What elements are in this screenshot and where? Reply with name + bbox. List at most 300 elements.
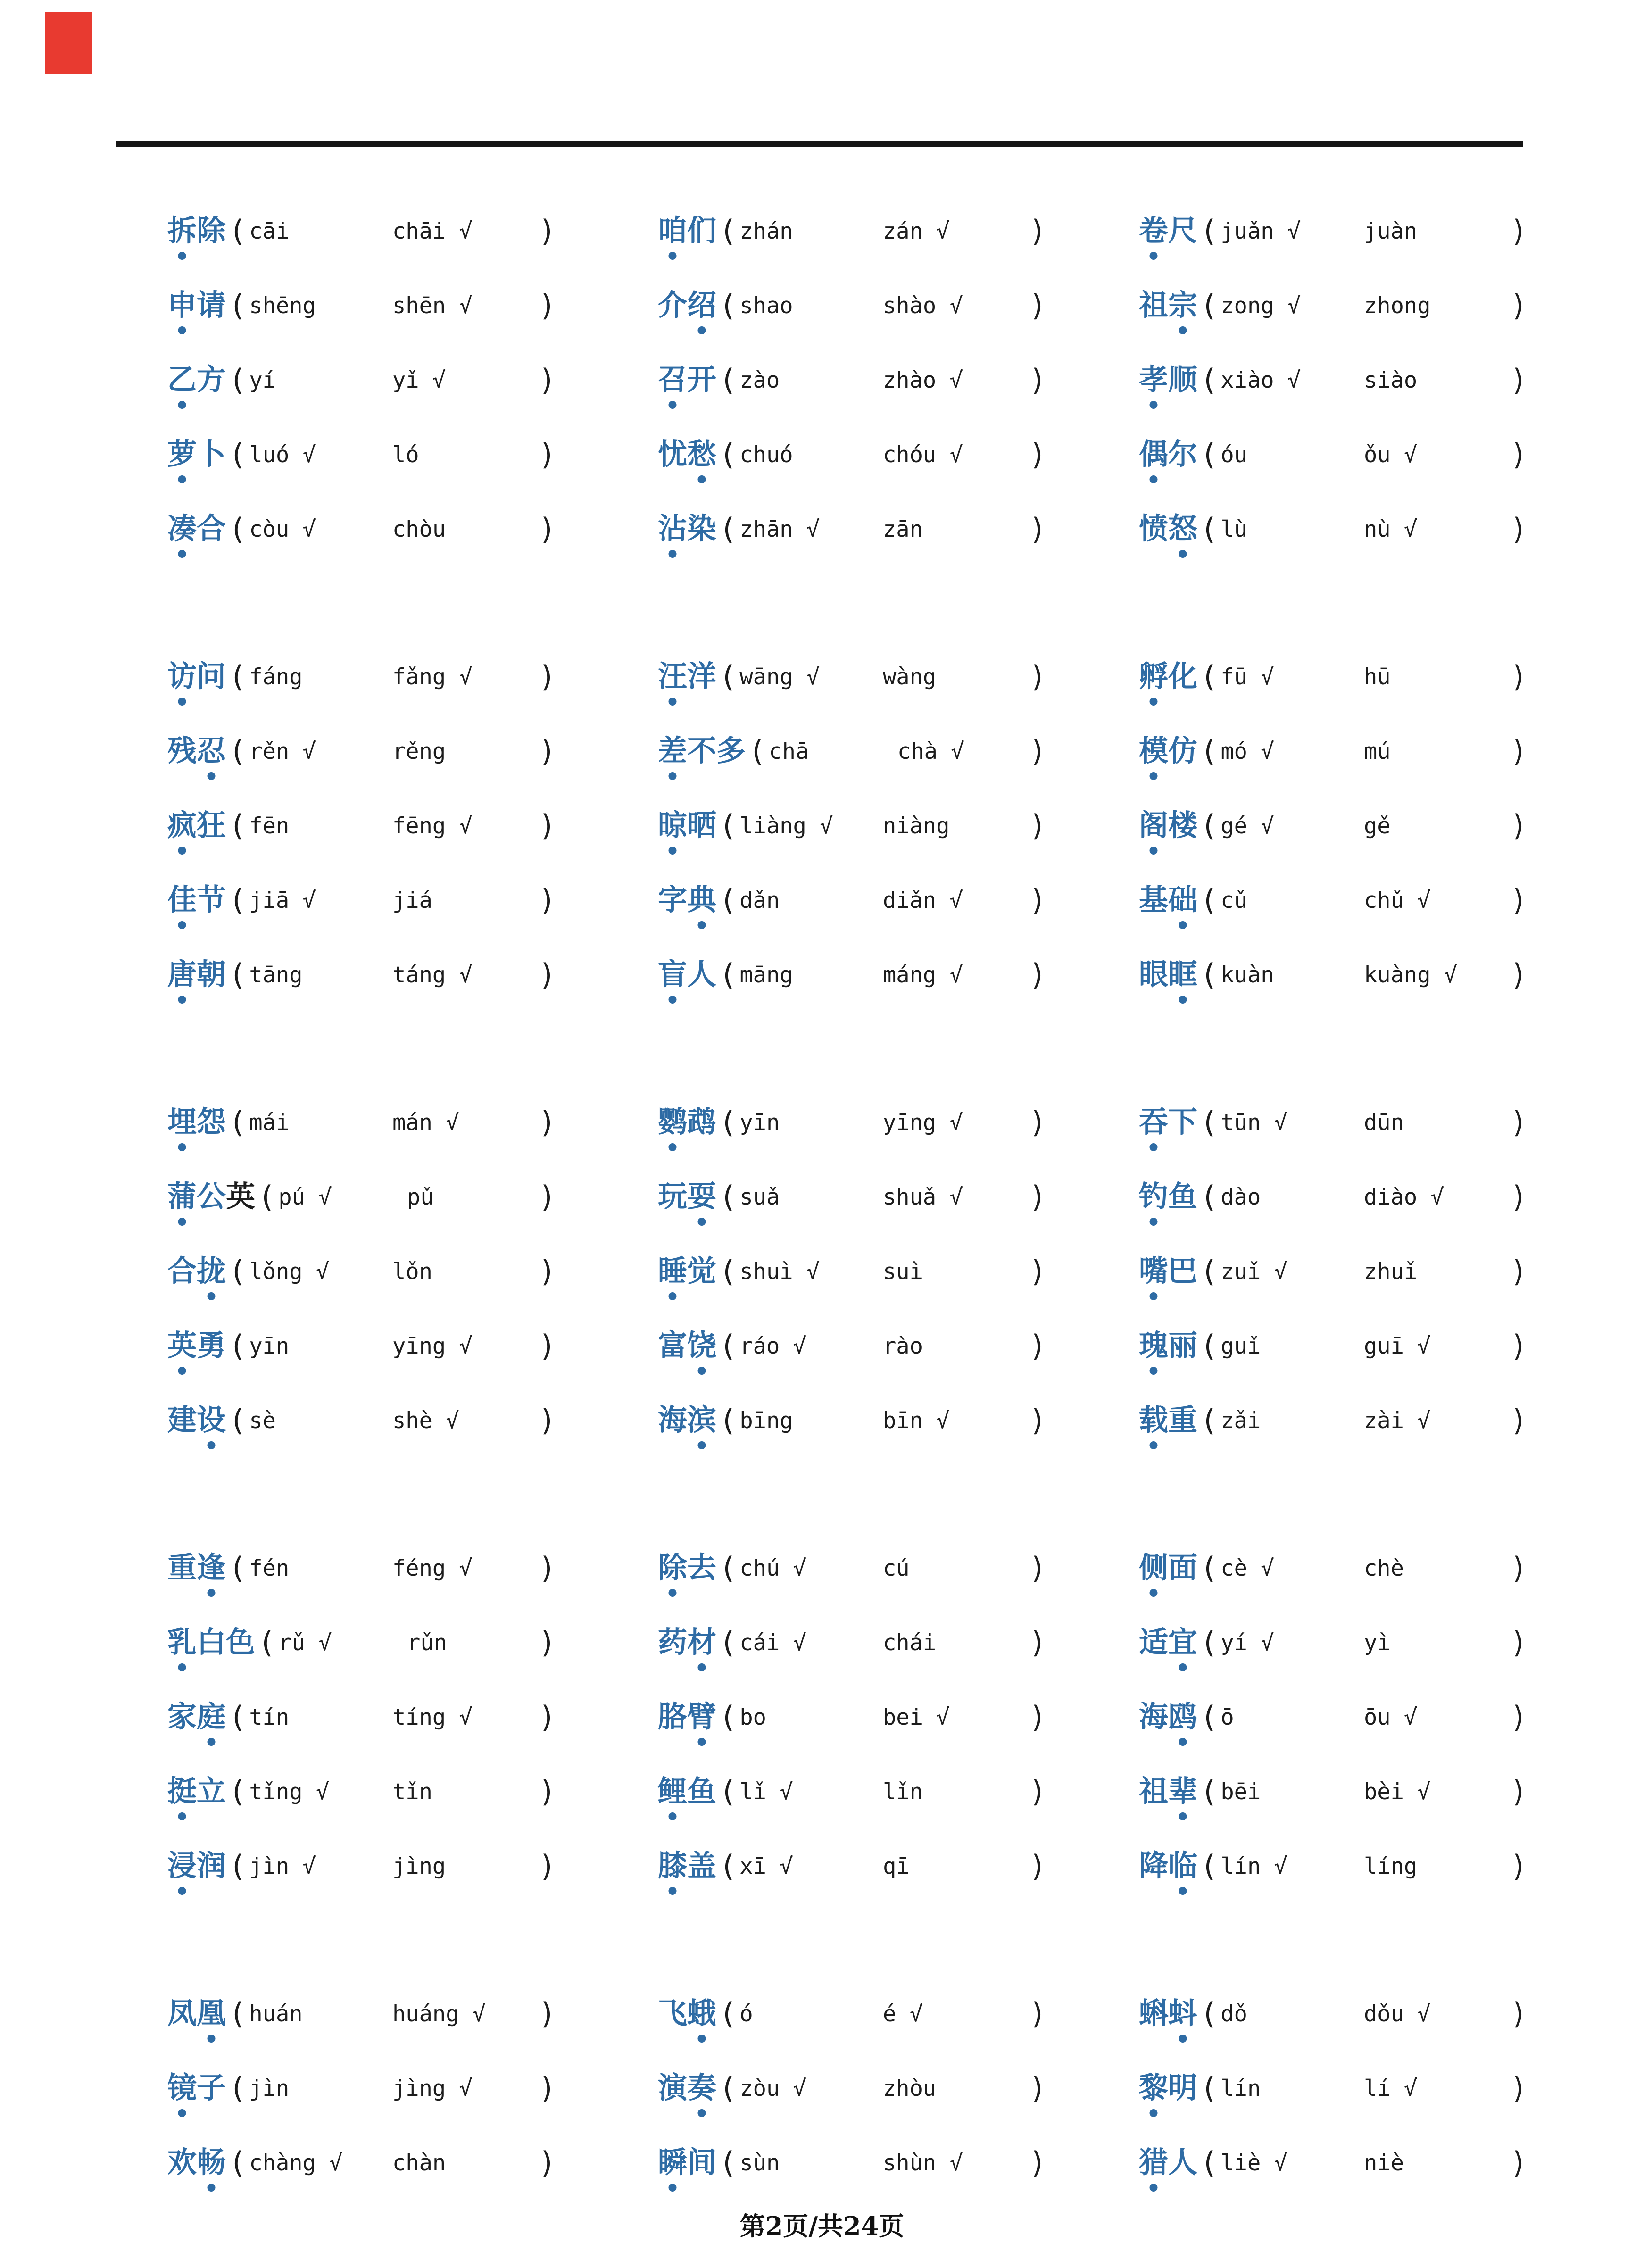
word-entry: [658, 492, 1049, 566]
word-char-dotted: 孵: [1139, 660, 1169, 693]
pinyin-option-2: wàng: [883, 664, 937, 690]
close-paren: ): [538, 288, 556, 323]
open-paren: (: [719, 214, 737, 248]
pinyin-options: [1221, 1629, 1507, 1656]
pinyin-option-2: nù √: [1364, 516, 1418, 542]
word-char: 朝: [197, 958, 226, 991]
pinyin-option-2: mán √: [392, 1109, 459, 1136]
word-char: 鱼: [1168, 1180, 1198, 1213]
word-char-dotted: 鹦: [658, 1106, 688, 1138]
word-text: [167, 1257, 226, 1286]
pinyin-option-2: chóu √: [883, 441, 963, 468]
pinyin-option-2: dūn: [1364, 1109, 1404, 1136]
word-text: [658, 1554, 716, 1583]
close-paren: ): [1510, 363, 1528, 397]
word-entry: [658, 194, 1049, 268]
word-text: [1139, 366, 1197, 395]
open-paren: (: [229, 1849, 247, 1883]
pinyin-option-1: zong √: [1221, 292, 1301, 319]
pinyin-option-1: rěn √: [249, 738, 316, 764]
word-group: [658, 1977, 1049, 2200]
word-char: 节: [197, 884, 226, 916]
close-paren: ): [1029, 1625, 1046, 1660]
open-paren: (: [1200, 1849, 1218, 1883]
pinyin-option-1: dǎn: [739, 887, 780, 914]
word-char: 适: [1139, 1626, 1169, 1659]
word-char-dotted: 蒲: [167, 1180, 197, 1213]
word-group: [167, 1977, 559, 2200]
word-char-dotted: 咱: [658, 215, 688, 247]
pinyin-option-2: rěng: [392, 738, 446, 764]
word-entry: [658, 1234, 1049, 1309]
word-text: [1139, 440, 1197, 469]
pinyin-options: [1221, 889, 1507, 912]
pinyin-option-1: còu √: [249, 516, 316, 542]
pinyin-options: [1221, 2152, 1507, 2174]
close-paren: ): [538, 437, 556, 472]
pinyin-options: [1221, 1335, 1507, 1357]
close-paren: ): [538, 1254, 556, 1288]
word-entry: [1139, 1383, 1530, 1458]
pinyin-option-2: dǒu √: [1364, 2001, 1431, 2027]
open-paren: (: [229, 1329, 247, 1363]
word-char: 勇: [197, 1329, 226, 1362]
pinyin-option-1: yí √: [1221, 1629, 1274, 1656]
pinyin-option-2: táng √: [392, 962, 473, 988]
word-entry: [1139, 1309, 1530, 1383]
close-paren: ): [538, 1996, 556, 2031]
word-char-dotted: 眶: [1168, 958, 1198, 991]
close-paren: ): [538, 1403, 556, 1437]
word-char: 英: [226, 1180, 256, 1213]
open-paren: (: [1200, 437, 1218, 472]
word-entry: [658, 863, 1049, 938]
pinyin-option-2: zhào √: [883, 367, 963, 393]
word-entry: [167, 1605, 559, 1680]
open-paren: (: [229, 1105, 247, 1139]
pinyin-option-2: juàn: [1364, 218, 1418, 244]
pinyin-options: [1221, 1778, 1507, 1805]
pinyin-option-2: yì: [1364, 1629, 1391, 1656]
word-text: [1139, 1554, 1197, 1583]
word-entry: [658, 1531, 1049, 1605]
word-text: [1139, 216, 1197, 246]
word-char: 合: [197, 513, 226, 545]
pinyin-option-1: lù: [1221, 516, 1247, 542]
pinyin-option-1: tūn √: [1221, 1109, 1287, 1136]
pinyin-option-2: chǔ √: [1364, 887, 1431, 914]
word-entry: [658, 2126, 1049, 2200]
pinyin-options: [249, 889, 535, 912]
pinyin-options: [249, 369, 535, 391]
pinyin-option-2: é √: [883, 2001, 923, 2027]
word-char-dotted: 饶: [687, 1329, 717, 1362]
pinyin-options: [249, 2003, 535, 2025]
open-paren: (: [719, 1625, 737, 1660]
word-entry: [658, 1605, 1049, 1680]
word-char: 们: [687, 215, 717, 247]
word-char: 洋: [687, 660, 717, 693]
close-paren: ): [1510, 437, 1528, 472]
pinyin-option-2: zhòu: [883, 2075, 937, 2102]
word-char-dotted: 逢: [197, 1552, 226, 1584]
pinyin-option-2: guī √: [1364, 1333, 1431, 1359]
pinyin-options: [249, 740, 535, 763]
close-paren: ): [1510, 1774, 1528, 1809]
word-text: [658, 886, 716, 915]
word-text: [658, 1108, 716, 1137]
pinyin-option-1: yīn: [739, 1109, 780, 1136]
pinyin-option-1: gé √: [1221, 813, 1274, 839]
word-char-dotted: 设: [197, 1404, 226, 1437]
pinyin-options: [739, 518, 1026, 540]
open-paren: (: [1200, 2071, 1218, 2105]
pinyin-options: [739, 1186, 1026, 1208]
open-paren: (: [229, 288, 247, 323]
word-entry: [167, 1680, 559, 1754]
word-char: 卜: [197, 438, 226, 471]
word-char-dotted: 模: [1139, 735, 1169, 767]
pinyin-option-1: tín: [249, 1704, 290, 1730]
pinyin-options: [739, 1706, 1026, 1728]
pinyin-options: [739, 2152, 1026, 2174]
word-char-dotted: 孝: [1139, 364, 1169, 396]
pinyin-options: [739, 815, 1026, 837]
open-paren: (: [1200, 1329, 1218, 1363]
word-char-dotted: 庭: [197, 1701, 226, 1733]
close-paren: ): [1029, 957, 1046, 992]
pinyin-options: [249, 441, 535, 468]
word-text: [167, 2148, 226, 2177]
word-text: [167, 886, 226, 915]
pinyin-option-1: ó: [739, 2001, 753, 2027]
pinyin-option-1: bīng: [739, 1407, 793, 1434]
pinyin-option-1: chú √: [739, 1555, 806, 1581]
pinyin-option-1: xiào √: [1221, 367, 1301, 393]
open-paren: (: [1200, 1700, 1218, 1734]
pinyin-options: [249, 1335, 535, 1357]
open-paren: (: [1200, 1625, 1218, 1660]
close-paren: ): [538, 808, 556, 843]
word-char: 多: [716, 735, 746, 767]
pinyin-option-2: líng: [1364, 1853, 1418, 1879]
word-entry: [1139, 417, 1530, 492]
pinyin-options: [1221, 666, 1507, 688]
pinyin-option-2: zài √: [1364, 1407, 1431, 1434]
pinyin-options: [249, 2077, 535, 2100]
pinyin-options: [1221, 1706, 1507, 1728]
word-char: 人: [1168, 2146, 1198, 2179]
close-paren: ): [1510, 1403, 1528, 1437]
word-text: [1139, 291, 1197, 320]
word-char-dotted: 拆: [167, 215, 197, 247]
close-paren: ): [538, 1625, 556, 1660]
word-group: [1139, 194, 1530, 566]
word-entry: [1139, 492, 1530, 566]
pinyin-option-1: wāng √: [739, 664, 820, 690]
pinyin-option-2: jiá: [392, 887, 432, 914]
word-text: [167, 515, 226, 544]
close-paren: ): [1029, 1254, 1046, 1288]
word-char: 富: [658, 1329, 688, 1362]
pinyin-option-1: shao: [739, 292, 793, 319]
word-char: 尔: [1168, 438, 1198, 471]
pinyin-option-1: guǐ: [1221, 1333, 1261, 1359]
pinyin-options: [1221, 964, 1507, 986]
word-char: 人: [687, 958, 717, 991]
pinyin-option-1: zhān √: [739, 516, 820, 542]
word-char-dotted: 瑰: [1139, 1329, 1169, 1362]
open-paren: (: [719, 1551, 737, 1585]
pinyin-options: [739, 1629, 1026, 1656]
pinyin-option-2: jìng √: [392, 2075, 473, 2102]
close-paren: ): [538, 659, 556, 694]
word-group: [1139, 1085, 1530, 1458]
word-char-dotted: 典: [687, 884, 717, 916]
word-text: [167, 216, 226, 246]
close-paren: ): [1510, 734, 1528, 768]
pinyin-options: [249, 1706, 535, 1728]
pinyin-option-1: zào: [739, 367, 780, 393]
word-text: [167, 1999, 226, 2028]
word-entry: [1139, 1754, 1530, 1829]
word-text: [167, 366, 226, 395]
word-entry: [167, 1383, 559, 1458]
open-paren: (: [1200, 659, 1218, 694]
word-char-dotted: 耍: [687, 1180, 717, 1213]
word-char: 字: [658, 884, 688, 916]
open-paren: (: [229, 659, 247, 694]
word-entry: [167, 268, 559, 343]
close-paren: ): [1510, 659, 1528, 694]
pinyin-option-1: chuó: [739, 441, 793, 468]
open-paren: (: [719, 1105, 737, 1139]
word-entry: [167, 1531, 559, 1605]
pinyin-option-2: shùn √: [883, 2150, 963, 2176]
column-2: [658, 194, 1049, 2268]
word-text: [1139, 515, 1197, 544]
pinyin-options: [249, 1778, 535, 1805]
pinyin-option-1: zǎi: [1221, 1407, 1261, 1434]
pinyin-options: [278, 1186, 535, 1208]
word-char: 请: [197, 289, 226, 322]
word-group: [167, 1531, 559, 1903]
word-text: [658, 1406, 716, 1435]
open-paren: (: [229, 1700, 247, 1734]
word-entry: [167, 1829, 559, 1903]
word-text: [167, 737, 226, 766]
open-paren: (: [1200, 214, 1218, 248]
pinyin-options: [249, 1407, 535, 1434]
word-entry: [658, 2051, 1049, 2126]
pinyin-options: [1221, 1109, 1507, 1136]
open-paren: (: [719, 808, 737, 843]
pinyin-option-1: mó √: [1221, 738, 1274, 764]
open-paren: (: [1200, 1180, 1218, 1214]
word-entry: [1139, 1977, 1530, 2051]
open-paren: (: [229, 1254, 247, 1288]
pinyin-options: [739, 1407, 1026, 1434]
close-paren: ): [1510, 1105, 1528, 1139]
word-char: 眼: [1139, 958, 1169, 991]
word-entry: [167, 938, 559, 1012]
open-paren: (: [719, 957, 737, 992]
word-char: 基: [1139, 884, 1169, 916]
word-entry: [167, 492, 559, 566]
word-text: [1139, 1182, 1197, 1212]
word-text: [658, 515, 716, 544]
word-char: 玩: [658, 1180, 688, 1213]
word-text: [167, 1108, 226, 1137]
close-paren: ): [1029, 1403, 1046, 1437]
word-char-dotted: 差: [658, 735, 688, 767]
pinyin-option-1: liàng √: [739, 813, 833, 839]
word-entry: [658, 1680, 1049, 1754]
word-entry: [167, 1309, 559, 1383]
pinyin-options: [1221, 1258, 1507, 1285]
open-paren: (: [1200, 1403, 1218, 1437]
pinyin-option-1: māng: [739, 962, 793, 988]
pinyin-option-1: jìn: [249, 2075, 290, 2102]
pinyin-options: [1221, 1557, 1507, 1579]
word-group: [1139, 1977, 1530, 2200]
pinyin-option-2: tǐn: [392, 1778, 432, 1805]
pinyin-options: [739, 2003, 1026, 2025]
word-text: [167, 440, 226, 469]
word-text: [658, 291, 716, 320]
word-char-dotted: 凑: [167, 513, 197, 545]
pinyin-option-1: fáng: [249, 664, 303, 690]
pinyin-option-1: sè: [249, 1407, 276, 1434]
pinyin-option-1: cǔ: [1221, 887, 1247, 914]
open-paren: (: [229, 512, 247, 546]
pinyin-option-2: niè: [1364, 2150, 1404, 2176]
corner-tag-red: [45, 12, 92, 74]
word-entry: [167, 789, 559, 863]
word-char: 药: [658, 1626, 688, 1659]
word-char: 顺: [1168, 364, 1198, 396]
word-char: 祖: [1139, 1775, 1169, 1808]
pinyin-option-1: tāng: [249, 962, 303, 988]
word-char-dotted: 卷: [1139, 215, 1169, 247]
pinyin-options: [1221, 740, 1507, 763]
word-text: [658, 1331, 716, 1361]
close-paren: ): [1029, 363, 1046, 397]
word-char-dotted: 睡: [658, 1255, 688, 1288]
pinyin-option-2: pǔ: [407, 1184, 434, 1210]
pinyin-options: [739, 369, 1026, 391]
word-char-dotted: 偶: [1139, 438, 1169, 471]
pinyin-option-2: bèi √: [1364, 1778, 1431, 1805]
close-paren: ): [1510, 214, 1528, 248]
pinyin-option-1: chàng √: [249, 2150, 343, 2176]
pinyin-option-2: hū: [1364, 664, 1391, 690]
word-entry: [1139, 194, 1530, 268]
word-text: [167, 291, 226, 320]
open-paren: (: [229, 957, 247, 992]
open-paren: (: [1200, 957, 1218, 992]
pinyin-option-1: xī √: [739, 1853, 793, 1879]
close-paren: ): [1510, 512, 1528, 546]
open-paren: (: [1200, 883, 1218, 917]
word-text: [1139, 1406, 1197, 1435]
close-paren: ): [1510, 1329, 1528, 1363]
word-char-dotted: 镜: [167, 2072, 197, 2104]
open-paren: (: [229, 1551, 247, 1585]
word-char-dotted: 滨: [687, 1404, 717, 1437]
word-char-dotted: 辈: [1168, 1775, 1198, 1808]
word-text: [1139, 1703, 1197, 1732]
word-char: 子: [197, 2072, 226, 2104]
word-entry: [167, 1234, 559, 1309]
pinyin-options: [739, 1557, 1026, 1579]
pinyin-options: [1221, 369, 1507, 391]
word-char: 家: [167, 1701, 197, 1733]
word-entry: [167, 1085, 559, 1160]
open-paren: (: [1200, 363, 1218, 397]
word-entry: [658, 343, 1049, 417]
close-paren: ): [1510, 808, 1528, 843]
word-char-dotted: 浸: [167, 1850, 197, 1882]
word-group: [658, 640, 1049, 1012]
open-paren: (: [748, 734, 766, 768]
word-char-dotted: 汪: [658, 660, 688, 693]
word-entry: [167, 1754, 559, 1829]
pinyin-option-1: óu: [1221, 441, 1247, 468]
close-paren: ): [1029, 214, 1046, 248]
open-paren: (: [1200, 1551, 1218, 1585]
pinyin-options: [739, 1855, 1026, 1878]
open-paren: (: [229, 883, 247, 917]
pinyin-option-2: zhuǐ: [1364, 1258, 1418, 1285]
pinyin-option-2: zán √: [883, 218, 950, 244]
word-char: 方: [197, 364, 226, 396]
pinyin-options: [769, 740, 1026, 763]
word-char: 凤: [167, 1997, 197, 2030]
close-paren: ): [1510, 957, 1528, 992]
word-entry: [167, 863, 559, 938]
pinyin-option-1: lǒng √: [249, 1258, 330, 1285]
word-text: [658, 2148, 716, 2177]
open-paren: (: [1200, 1254, 1218, 1288]
word-char-dotted: 怒: [1168, 513, 1198, 545]
open-paren: (: [719, 512, 737, 546]
close-paren: ): [1510, 1625, 1528, 1660]
pinyin-option-1: lǐ √: [739, 1778, 793, 1805]
word-entry: [167, 2051, 559, 2126]
word-char: 建: [167, 1404, 197, 1437]
word-char: 飞: [658, 1997, 688, 2030]
word-entry: [1139, 2126, 1530, 2200]
word-text: [167, 960, 226, 989]
pinyin-options: [249, 964, 535, 986]
pinyin-options: [249, 1855, 535, 1878]
open-paren: (: [719, 1403, 737, 1437]
pinyin-options: [278, 1629, 535, 1656]
word-entry: [167, 343, 559, 417]
word-char: 忧: [658, 438, 688, 471]
column-3: [1139, 194, 1530, 2268]
close-paren: ): [538, 1849, 556, 1883]
word-char-dotted: 黎: [1139, 2072, 1169, 2104]
word-entry: [1139, 1605, 1530, 1680]
word-entry: [1139, 1234, 1530, 1309]
pinyin-option-2: féng √: [392, 1555, 473, 1581]
open-paren: (: [1200, 2145, 1218, 2180]
word-char-dotted: 召: [658, 364, 688, 396]
pinyin-options: [249, 815, 535, 837]
open-paren: (: [258, 1180, 276, 1214]
